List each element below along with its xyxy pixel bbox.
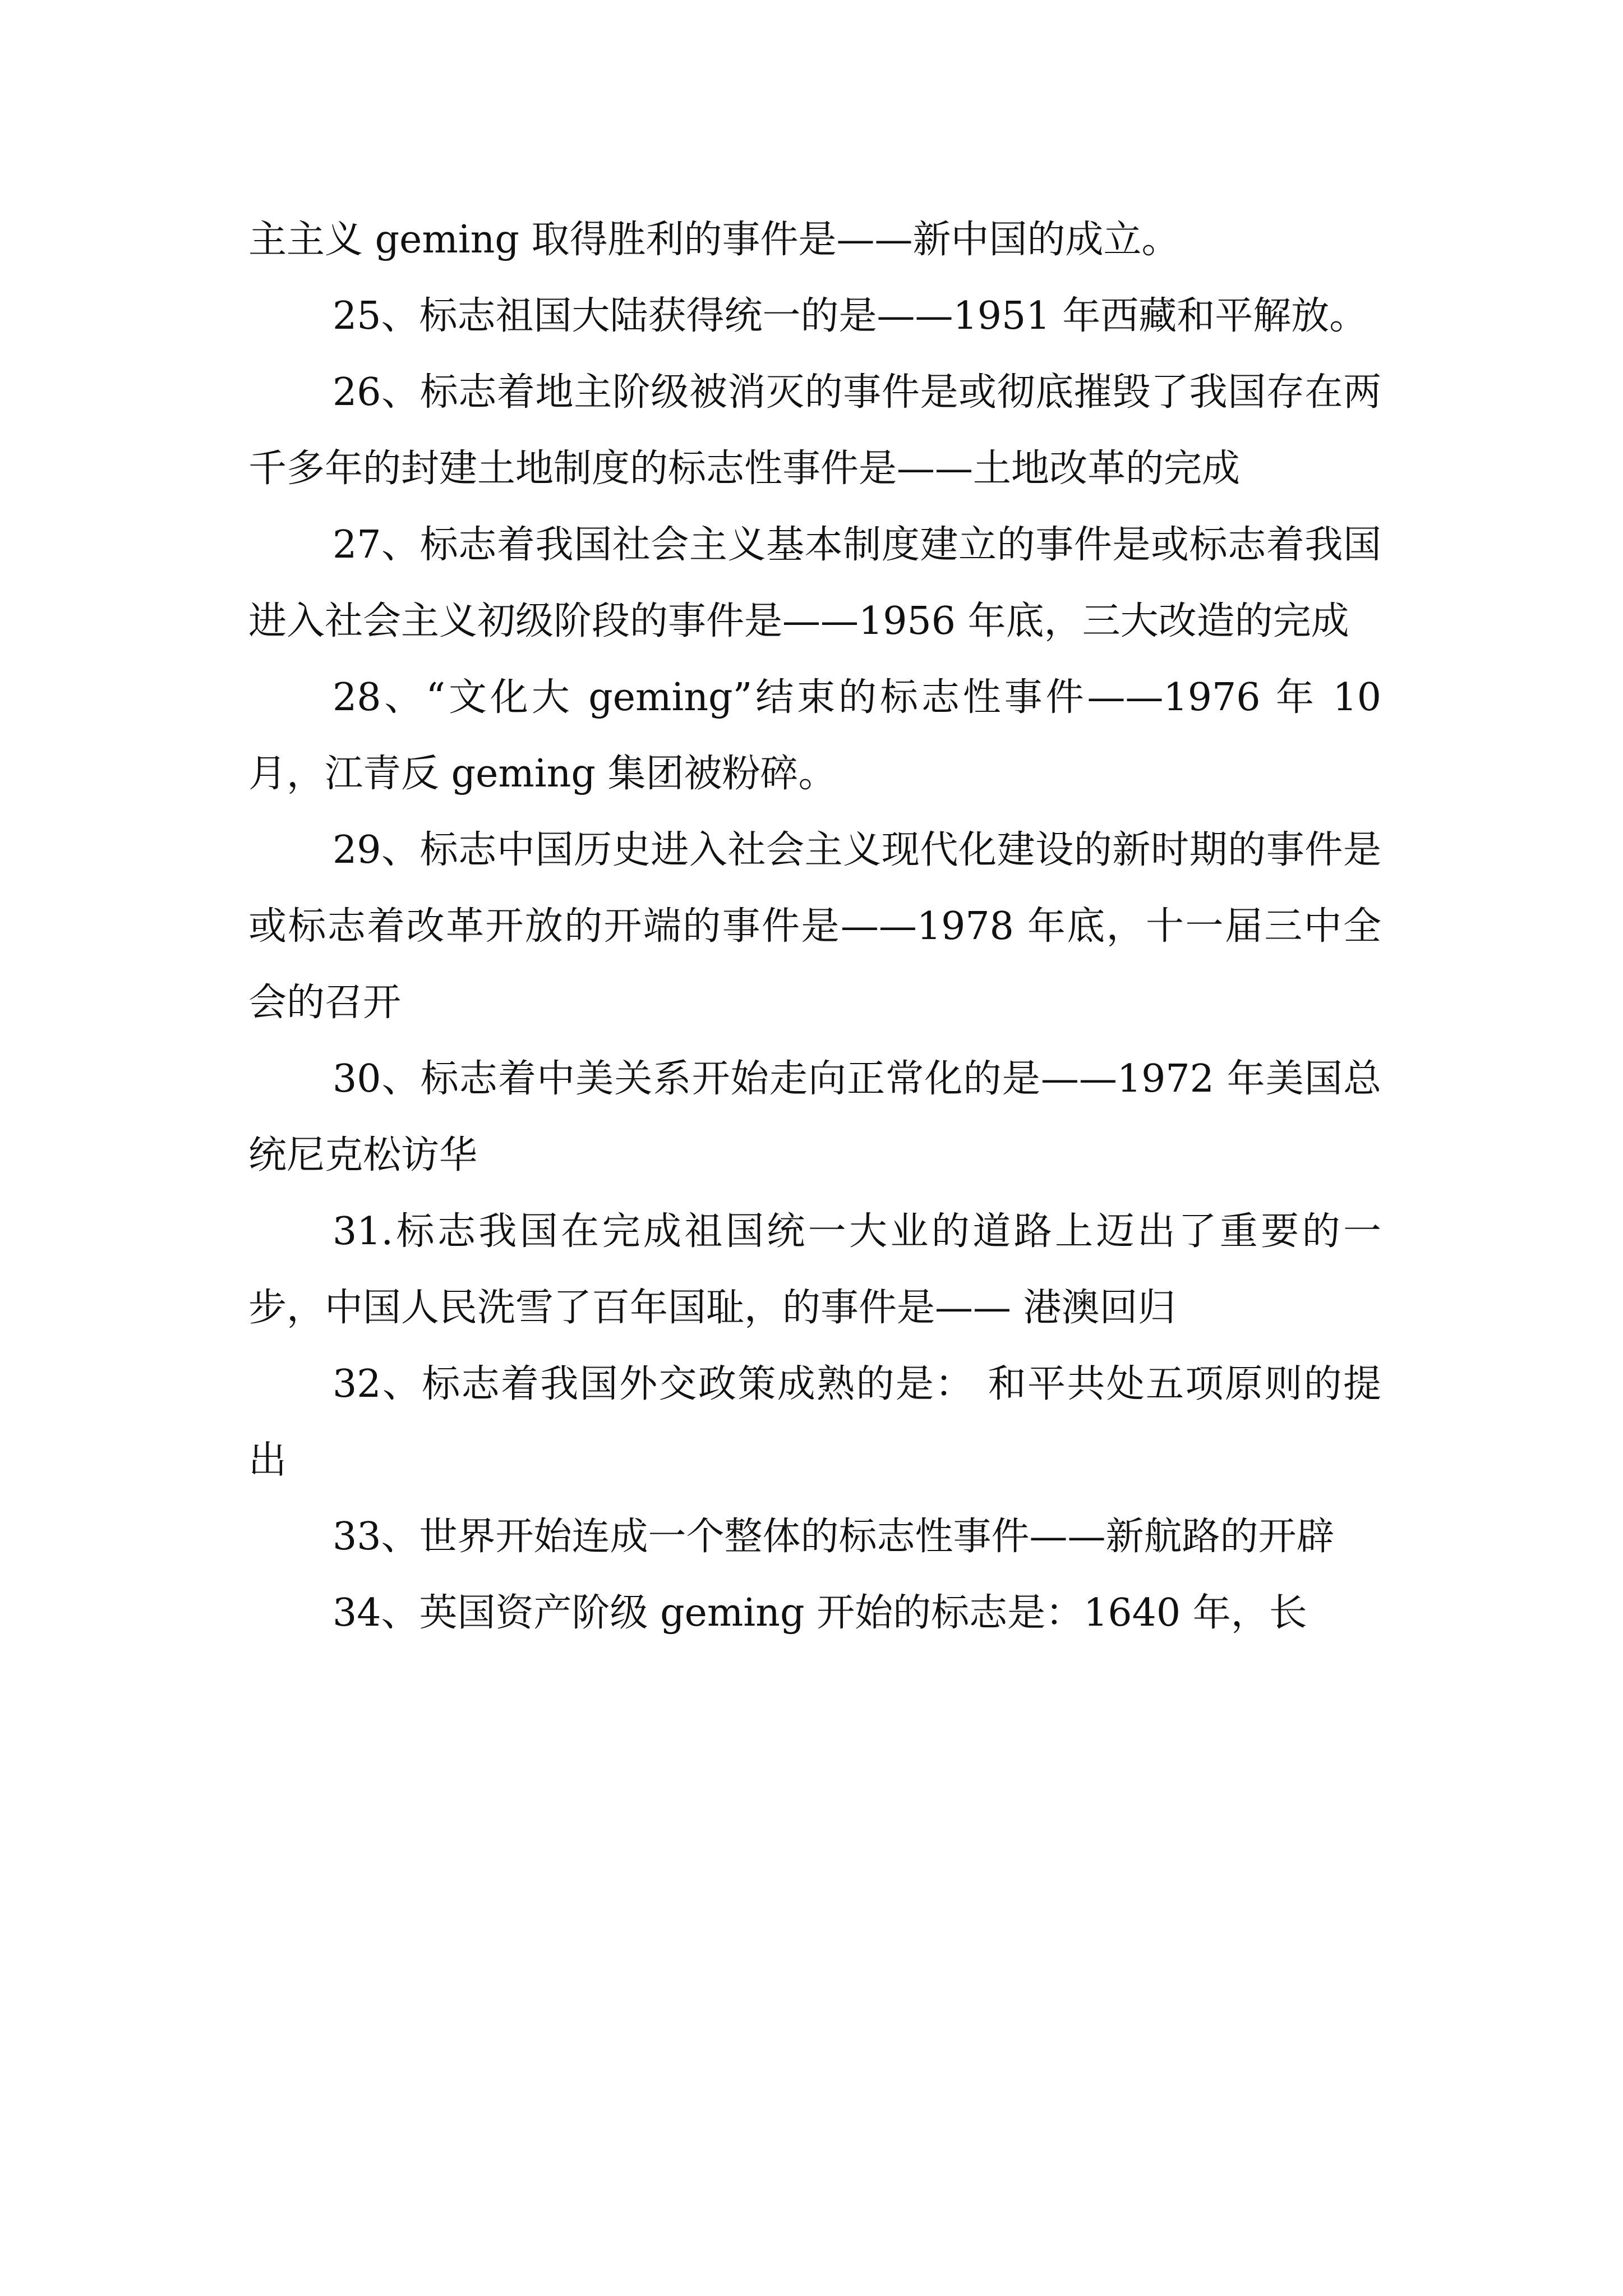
paragraph-item-34: 34、英国资产阶级 geming 开始的标志是：1640 年，长	[333, 1591, 1307, 1635]
paragraph-item-31: 31.标志我国在完成祖国统一大业的道路上迈出了重要的一步，中国人民洗雪了百年国耻，的事件是—— 港澳回归	[248, 1209, 1381, 1330]
paragraph-item-26: 26、标志着地主阶级被消灭的事件是或彻底摧毁了我国存在两千多年的封建土地制度的标志性事件是——土地改革的完成	[248, 370, 1381, 491]
paragraph-item-27: 27、标志着我国社会主义基本制度建立的事件是或标志着我国进入社会主义初级阶段的事件是——1956 年底，三大改造的完成	[248, 523, 1381, 643]
paragraph-continuation: 主主义 geming 取得胜利的事件是——新中国的成立。	[248, 218, 1180, 262]
paragraph-item-33: 33、世界开始连成一个整体的标志性事件——新航路的开辟	[333, 1515, 1335, 1559]
paragraph-item-29: 29、标志中国历史进入社会主义现代化建设的新时期的事件是或标志着改革开放的开端的事件是——1978 年底，十一届三中全会的召开	[248, 828, 1381, 1025]
paragraph-item-25: 25、标志祖国大陆获得统一的是——1951 年西藏和平解放。	[333, 294, 1368, 338]
document-body	[248, 202, 1381, 1651]
paragraph-item-32: 32、标志着我国外交政策成熟的是： 和平共处五项原则的提出	[248, 1362, 1381, 1483]
paragraph-item-30: 30、标志着中美关系开始走向正常化的是——1972 年美国总统尼克松访华	[248, 1057, 1381, 1177]
paragraph-item-28: 28、“文化大 geming”结束的标志性事件——1976 年 10 月，江青反 geming 集团被粉碎。	[248, 675, 1381, 796]
